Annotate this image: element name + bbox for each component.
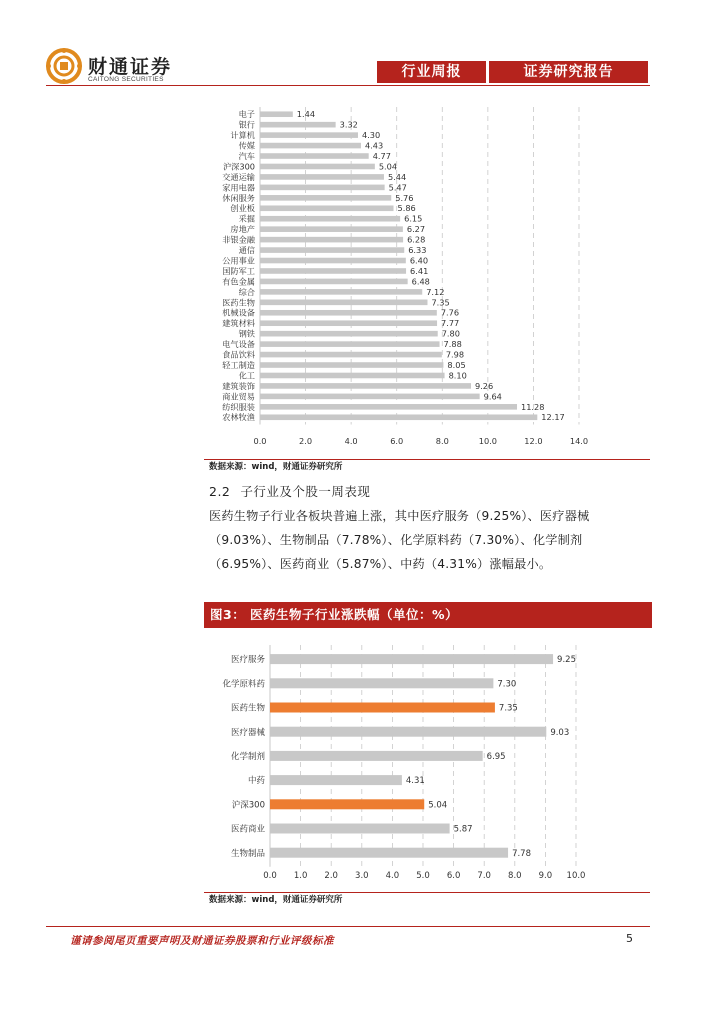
- data-label: 7.35: [431, 297, 450, 308]
- x-tick-label: 10.0: [478, 436, 497, 446]
- data-label: 7.80: [441, 328, 460, 339]
- data-label: 9.64: [483, 391, 502, 402]
- data-label: 6.27: [406, 224, 426, 235]
- data-label: 8.05: [447, 359, 466, 370]
- x-tick-label: 8.0: [435, 436, 449, 446]
- bar: [260, 362, 443, 368]
- category-label: 生物制品: [230, 848, 265, 859]
- bar: [260, 226, 403, 232]
- data-label: 11.28: [521, 401, 545, 412]
- x-tick-label: 0.0: [263, 871, 277, 881]
- data-label: 4.43: [364, 140, 384, 151]
- data-label: 7.98: [445, 349, 465, 360]
- bar: [260, 341, 440, 347]
- category-label: 非银金融: [222, 234, 255, 245]
- figure3-title: 图3： 医药生物子行业涨跌幅（单位：%）: [204, 602, 652, 628]
- data-label: 12.17: [541, 412, 565, 423]
- category-label: 化学制剂: [230, 751, 265, 762]
- data-label: 7.88: [443, 339, 462, 350]
- data-label: 6.48: [411, 276, 430, 287]
- logo-chinese-name: 财通证券: [88, 56, 173, 78]
- bar: [260, 300, 427, 306]
- bar: [260, 216, 400, 222]
- data-label: 6.33: [408, 245, 427, 256]
- data-label: 5.87: [453, 824, 473, 835]
- bar: [260, 143, 361, 149]
- category-label: 商业贸易: [222, 391, 255, 402]
- section-paragraph: 医药生物子行业各板块普遍上涨，其中医疗服务（9.25%）、医疗器械（9.03%）、生物制品（7.78%）、化学原料药（7.30%）、化学制剂（6.95%）、医药商业（5.87%）、中药（4.31%）涨幅最小。: [209, 509, 590, 571]
- bar: [260, 352, 442, 358]
- category-label: 纺织服装: [222, 401, 255, 412]
- bar: [260, 320, 437, 326]
- category-label: 采掘: [238, 213, 255, 224]
- category-label: 机械设备: [222, 307, 255, 318]
- bar: [260, 279, 408, 285]
- bar: [260, 111, 293, 117]
- logo-icon: [46, 48, 82, 84]
- category-label: 创业板: [230, 203, 255, 214]
- category-label: 国防军工: [222, 265, 255, 276]
- category-label: 医药商业: [230, 824, 265, 835]
- bar: [260, 258, 406, 264]
- category-label: 沪深300: [231, 800, 265, 811]
- logo-english-name: CAITONG SECURITIES: [88, 76, 164, 83]
- header-divider: [46, 85, 650, 86]
- category-label: 建筑材料: [222, 318, 255, 329]
- x-tick-label: 2.0: [324, 871, 338, 881]
- footer-disclaimer: 谨请参阅尾页重要声明及财通证券股票和行业评级标准: [70, 935, 334, 947]
- x-tick-label: 4.0: [344, 436, 358, 446]
- category-label: 医药生物: [222, 297, 255, 308]
- section-title: 子行业及个股一周表现: [240, 484, 371, 499]
- bar: [260, 205, 394, 211]
- bar: [260, 247, 404, 253]
- bar: [260, 132, 358, 138]
- category-label: 电子: [238, 109, 255, 120]
- data-label: 7.76: [440, 307, 460, 318]
- bar: [270, 751, 483, 761]
- category-label: 计算机: [230, 130, 255, 141]
- bar: [260, 268, 406, 274]
- bar: [260, 373, 445, 379]
- data-label: 6.41: [410, 265, 429, 276]
- category-label: 综合: [238, 286, 255, 297]
- x-tick-label: 2.0: [299, 436, 313, 446]
- data-label: 6.15: [404, 213, 423, 224]
- data-label: 5.47: [388, 182, 407, 193]
- data-label: 5.04: [378, 161, 398, 172]
- bar: [260, 195, 391, 201]
- bar: [270, 775, 402, 785]
- bar: [260, 237, 403, 243]
- category-label: 银行: [238, 119, 255, 130]
- report-type-tag: 行业周报: [377, 61, 486, 83]
- bar: [260, 414, 537, 420]
- data-label: 8.10: [448, 370, 467, 381]
- data-label: 4.30: [361, 130, 381, 141]
- data-label: 7.12: [426, 286, 445, 297]
- category-label: 家用电器: [222, 182, 255, 193]
- x-tick-label: 10.0: [566, 871, 586, 881]
- x-tick-label: 5.0: [416, 871, 430, 881]
- category-label: 农林牧渔: [222, 412, 255, 423]
- bar: [270, 727, 546, 737]
- data-label: 7.78: [512, 848, 532, 859]
- data-label: 7.35: [498, 703, 518, 714]
- data-label: 3.32: [339, 119, 358, 130]
- bar: [260, 383, 471, 389]
- bar: [260, 185, 385, 191]
- page-number: 5: [626, 932, 633, 945]
- data-label: 5.76: [395, 192, 414, 203]
- category-label: 通信: [238, 245, 255, 256]
- bar: [260, 122, 336, 128]
- bar: [270, 824, 450, 834]
- category-label: 食品饮料: [222, 349, 255, 360]
- bar: [260, 289, 422, 295]
- company-logo: [46, 48, 206, 88]
- bar: [270, 678, 493, 688]
- data-label: 9.25: [557, 655, 576, 666]
- category-label: 化学原料药: [222, 679, 265, 690]
- data-label: 6.40: [409, 255, 429, 266]
- x-tick-label: 6.0: [390, 436, 404, 446]
- data-label: 4.77: [372, 150, 391, 161]
- industry-weekly-change-chart: [196, 100, 616, 450]
- category-label: 中药: [247, 776, 265, 787]
- category-label: 化工: [238, 370, 255, 381]
- x-tick-label: 4.0: [385, 871, 400, 881]
- category-label: 房地产: [230, 224, 255, 235]
- category-label: 汽车: [238, 150, 255, 161]
- data-label: 6.28: [407, 234, 426, 245]
- section-heading: [209, 482, 370, 500]
- data-label: 7.77: [441, 318, 460, 329]
- footer-divider: [46, 926, 650, 927]
- data-label: 1.44: [296, 109, 316, 120]
- x-tick-label: 1.0: [293, 871, 308, 881]
- x-tick-label: 7.0: [477, 871, 491, 881]
- pharma-subsector-change-chart: [204, 636, 652, 888]
- data-label: 4.31: [405, 776, 425, 787]
- x-tick-label: 14.0: [569, 436, 589, 446]
- bar: [260, 310, 437, 316]
- chart1-source: 数据来源：wind，财通证券研究所: [209, 462, 343, 472]
- bar: [260, 394, 480, 400]
- figure3-source: 数据来源：wind，财通证券研究所: [209, 895, 343, 905]
- data-label: 6.95: [486, 751, 506, 762]
- category-label: 轻工制造: [222, 359, 255, 370]
- bar: [270, 654, 553, 664]
- x-tick-label: 6.0: [446, 871, 461, 881]
- x-tick-label: 8.0: [508, 871, 522, 881]
- category-label: 有色金属: [222, 276, 255, 287]
- category-label: 医药生物: [230, 703, 265, 714]
- bar: [260, 164, 375, 170]
- category-label: 医疗服务: [230, 655, 265, 666]
- x-tick-label: 3.0: [355, 871, 369, 881]
- bar: [260, 153, 369, 159]
- data-label: 5.44: [387, 171, 407, 182]
- bar: [270, 799, 424, 809]
- x-tick-label: 12.0: [524, 436, 543, 446]
- data-label: 7.30: [497, 679, 517, 690]
- category-label: 传媒: [238, 140, 255, 151]
- bar: [270, 848, 508, 858]
- category-label: 交通运输: [222, 171, 255, 182]
- bar: [260, 174, 384, 180]
- category-label: 建筑装饰: [222, 380, 255, 391]
- bar: [260, 331, 438, 337]
- category-label: 钢铁: [238, 328, 255, 339]
- category-label: 医疗器械: [230, 727, 265, 738]
- category-label: 休闲服务: [222, 192, 255, 203]
- data-label: 9.03: [550, 727, 570, 738]
- data-label: 9.26: [474, 380, 494, 391]
- data-label: 5.04: [428, 800, 448, 811]
- bar: [270, 703, 495, 713]
- category-label: 公用事业: [222, 255, 255, 266]
- x-tick-label: 9.0: [538, 871, 553, 881]
- bar: [260, 404, 517, 410]
- report-category-tag: 证券研究报告: [489, 61, 648, 83]
- x-tick-label: 0.0: [253, 436, 267, 446]
- category-label: 沪深300: [222, 161, 255, 172]
- data-label: 5.86: [397, 203, 416, 214]
- category-label: 电气设备: [222, 339, 255, 350]
- section-number: 2.2: [209, 484, 231, 499]
